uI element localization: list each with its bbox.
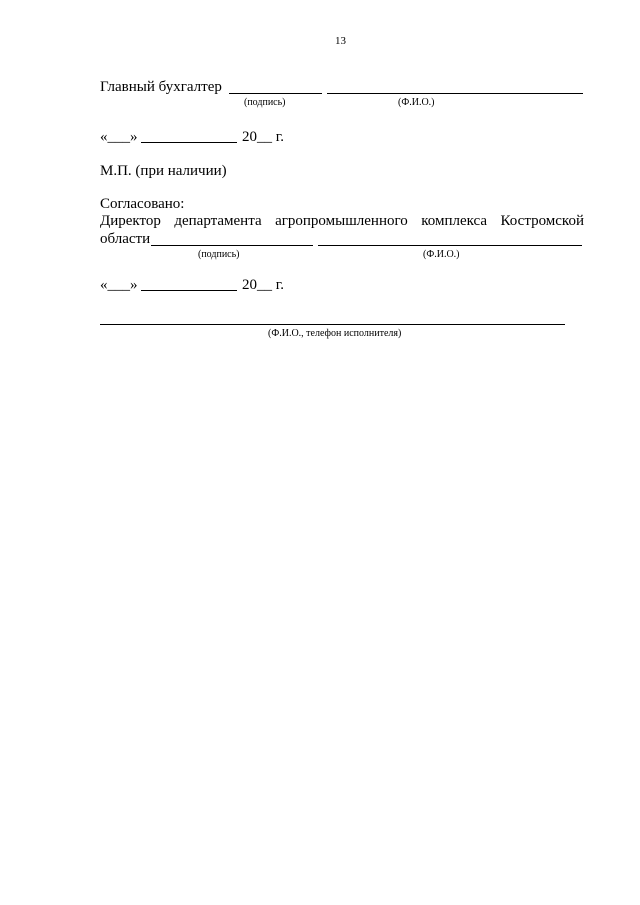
chief-accountant-signature-line [229, 93, 322, 94]
date-month-line-1 [141, 142, 237, 143]
date-day-blank: ___ [107, 277, 130, 293]
chief-accountant-name-caption: (Ф.И.О.) [398, 97, 435, 108]
date-open-quote: « [100, 277, 108, 293]
director-signature-caption: (подпись) [198, 249, 240, 260]
date-close-quote: » [130, 277, 138, 293]
chief-accountant-name-line [327, 93, 583, 94]
director-name-line [318, 245, 582, 246]
date-year-1 [242, 128, 284, 146]
date-month-line-2 [141, 290, 237, 291]
date-year-2 [242, 276, 284, 294]
director-title-line2: области [100, 231, 151, 247]
date-year-blank: __ [257, 277, 272, 293]
executor-line [100, 324, 565, 325]
date-year-blank: __ [257, 129, 272, 145]
date-line-2 [100, 276, 138, 294]
approval-heading: Согласовано: [100, 196, 185, 212]
director-title-line1: Директор департамента агропромышленного комплекса Костромской [100, 213, 584, 229]
chief-accountant-signature-caption: (подпись) [244, 97, 286, 108]
seal-note: М.П. (при наличии) [100, 163, 227, 179]
date-open-quote: « [100, 129, 108, 145]
page-number: 13 [335, 35, 346, 47]
date-year-prefix: 20 [242, 277, 257, 293]
date-day-blank: ___ [107, 129, 130, 145]
date-year-suffix: г. [275, 277, 284, 293]
director-signature-line [151, 245, 313, 246]
date-year-prefix: 20 [242, 129, 257, 145]
date-close-quote: » [130, 129, 138, 145]
date-year-suffix: г. [275, 129, 284, 145]
director-name-caption: (Ф.И.О.) [423, 249, 460, 260]
chief-accountant-label: Главный бухгалтер [100, 79, 222, 95]
date-line-1 [100, 128, 138, 146]
executor-caption: (Ф.И.О., телефон исполнителя) [268, 328, 402, 339]
